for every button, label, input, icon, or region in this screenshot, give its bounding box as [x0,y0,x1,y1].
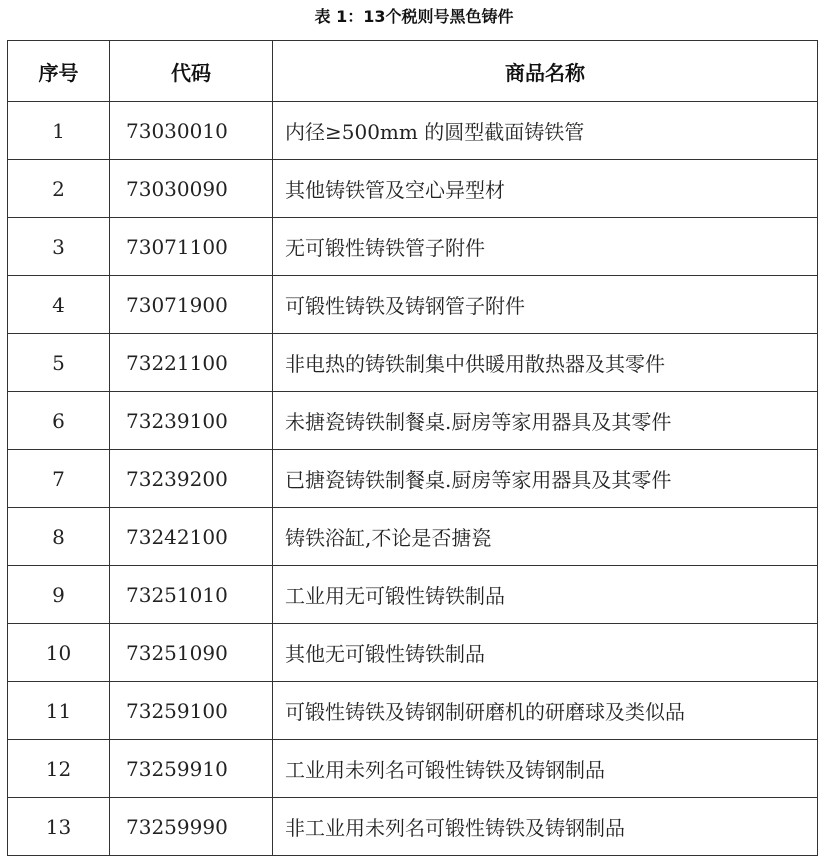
row-serial-number: 1 [8,102,110,160]
row-serial-number: 8 [8,508,110,566]
table-row [8,334,818,392]
table-header-row [8,41,818,102]
row-code: 73030010 [110,102,273,160]
row-serial-number: 2 [8,160,110,218]
row-product-name: 未搪瓷铸铁制餐桌.厨房等家用器具及其零件 [273,392,818,450]
row-product-name: 其他无可锻性铸铁制品 [273,624,818,682]
row-code: 73221100 [110,334,273,392]
row-code: 73242100 [110,508,273,566]
table-caption: 表 1：13个税则号黑色铸件 [314,7,514,26]
tariff-codes-table [7,40,818,856]
row-code: 73259990 [110,798,273,856]
row-product-name: 工业用未列名可锻性铸铁及铸钢制品 [273,740,818,798]
row-product-name: 铸铁浴缸,不论是否搪瓷 [273,508,818,566]
row-serial-number: 3 [8,218,110,276]
table-row [8,740,818,798]
row-serial-number: 6 [8,392,110,450]
row-product-name: 其他铸铁管及空心异型材 [273,160,818,218]
row-serial-number: 10 [8,624,110,682]
row-code: 73071100 [110,218,273,276]
header-serial-number: 序号 [8,41,110,102]
table-row [8,566,818,624]
row-serial-number: 13 [8,798,110,856]
table-row [8,798,818,856]
row-serial-number: 5 [8,334,110,392]
row-product-name: 非工业用未列名可锻性铸铁及铸钢制品 [273,798,818,856]
row-code: 73030090 [110,160,273,218]
table-row [8,218,818,276]
row-product-name: 工业用无可锻性铸铁制品 [273,566,818,624]
table-row [8,682,818,740]
row-serial-number: 4 [8,276,110,334]
row-serial-number: 12 [8,740,110,798]
table-row [8,392,818,450]
row-code: 73071900 [110,276,273,334]
table-row [8,450,818,508]
header-product-name: 商品名称 [273,41,818,102]
row-product-name: 非电热的铸铁制集中供暖用散热器及其零件 [273,334,818,392]
table-row [8,102,818,160]
row-code: 73251010 [110,566,273,624]
row-product-name: 无可锻性铸铁管子附件 [273,218,818,276]
row-code: 73239200 [110,450,273,508]
header-code: 代码 [110,41,273,102]
row-code: 73259100 [110,682,273,740]
table-row [8,624,818,682]
table-row [8,276,818,334]
row-serial-number: 11 [8,682,110,740]
row-product-name: 已搪瓷铸铁制餐桌.厨房等家用器具及其零件 [273,450,818,508]
table-row [8,508,818,566]
row-product-name: 内径≥500mm 的圆型截面铸铁管 [273,102,818,160]
row-code: 73251090 [110,624,273,682]
row-product-name: 可锻性铸铁及铸钢制研磨机的研磨球及类似品 [273,682,818,740]
row-code: 73259910 [110,740,273,798]
table-row [8,160,818,218]
row-code: 73239100 [110,392,273,450]
row-product-name: 可锻性铸铁及铸钢管子附件 [273,276,818,334]
row-serial-number: 7 [8,450,110,508]
row-serial-number: 9 [8,566,110,624]
